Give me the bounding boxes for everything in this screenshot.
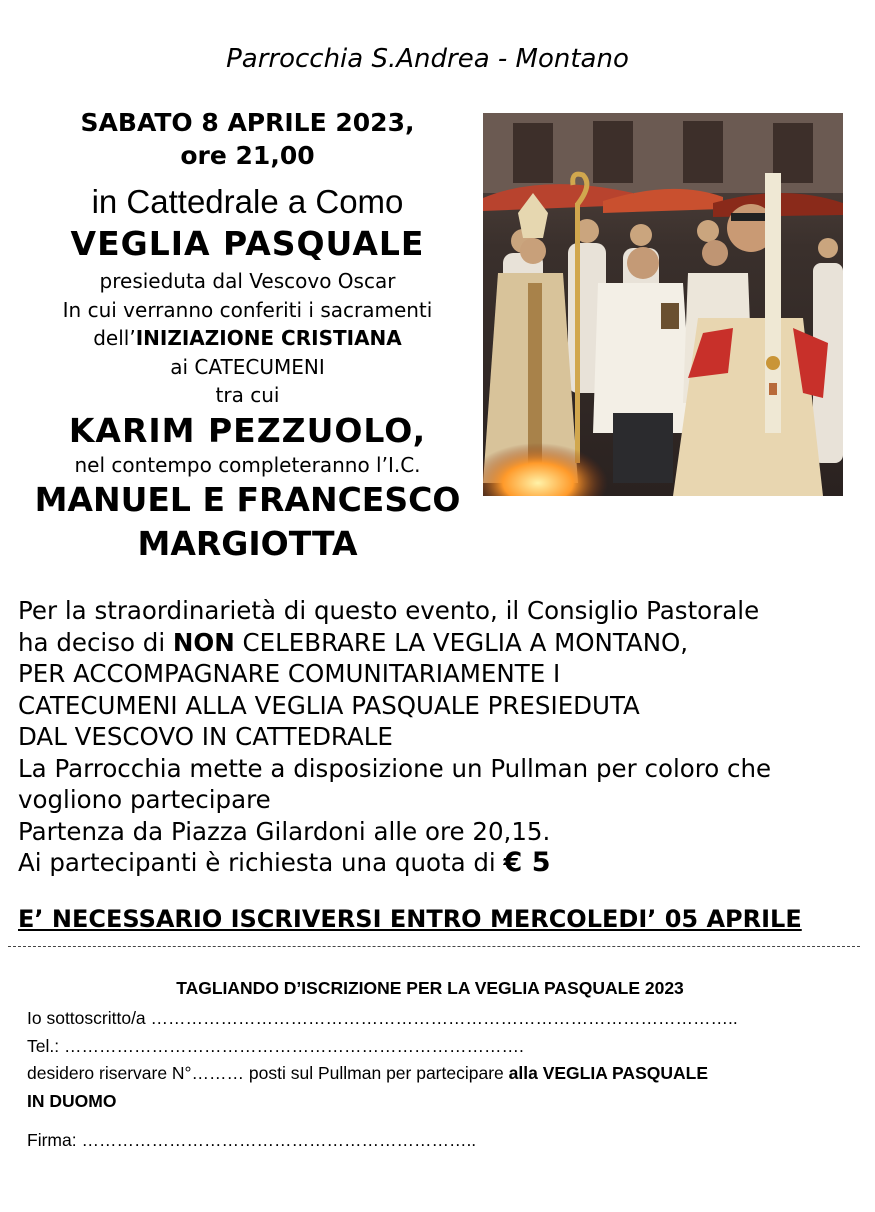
names-manuel-francesco bbox=[15, 478, 480, 566]
among-whom-line: tra cui bbox=[215, 383, 280, 407]
catechumens-line: ai CATECUMENI bbox=[170, 355, 325, 379]
announcement-line: CATECUMENI ALLA VEGLIA PASQUALE PRESIEDUTA bbox=[18, 690, 640, 720]
registration-deadline: E’ NECESSARIO ISCRIVERSI ENTRO MERCOLEDI’ 05 APRILE bbox=[18, 905, 802, 933]
event-time-line: ore 21,00 bbox=[180, 141, 315, 170]
announcement-line: Per la straordinarietà di questo evento, il Consiglio Pastorale bbox=[18, 596, 760, 625]
presided-by: presieduta dal Vescovo Oscar bbox=[99, 269, 396, 293]
name-karim: KARIM PEZZUOLO, bbox=[68, 411, 427, 450]
fee-amount: € 5 bbox=[503, 847, 551, 878]
seats-event: alla VEGLIA PASQUALE bbox=[508, 1063, 708, 1083]
announcement-emphasis: NON bbox=[172, 627, 235, 657]
initiation-prefix: dell’ bbox=[93, 326, 136, 350]
announcement-line: PER ACCOMPAGNARE COMUNITARIAMENTE I bbox=[18, 659, 561, 688]
event-place: in Cattedrale a Como bbox=[91, 183, 404, 220]
announcement-line: DAL VESCOVO IN CATTEDRALE bbox=[18, 722, 393, 751]
initiation-line bbox=[15, 324, 480, 353]
announcement-text: Ai partecipanti è richiesta una quota di bbox=[18, 848, 504, 877]
seats-line bbox=[27, 1063, 708, 1084]
announcement-line bbox=[18, 627, 868, 659]
event-date bbox=[15, 106, 480, 172]
event-title: VEGLIA PASQUALE bbox=[70, 224, 425, 263]
seats-text: desidero riservare N°……… posti sul Pullman per partecipare bbox=[27, 1063, 509, 1083]
seats-location: IN DUOMO bbox=[27, 1091, 117, 1111]
parish-header: Parrocchia S.Andrea - Montano bbox=[226, 44, 629, 74]
announcement-text: CELEBRARE LA VEGLIA A MONTANO, bbox=[234, 627, 689, 657]
sacraments-line: In cui verranno conferiti i sacramenti bbox=[62, 298, 433, 322]
signature-field: Firma: ………………………………………………………….. bbox=[27, 1130, 477, 1150]
event-date-line: SABATO 8 APRILE 2023, bbox=[80, 108, 415, 137]
announcement-text: ha deciso di bbox=[18, 627, 173, 657]
announcement bbox=[18, 595, 868, 879]
coupon-title: TAGLIANDO D’ISCRIZIONE PER LA VEGLIA PASQUALE 2023 bbox=[176, 978, 684, 998]
names-line-2: MARGIOTTA bbox=[137, 524, 358, 563]
cut-line bbox=[8, 946, 860, 947]
procession-photo bbox=[483, 113, 843, 496]
announcement-line: La Parrocchia mette a disposizione un Pullman per coloro che bbox=[18, 753, 772, 783]
announcement-line bbox=[18, 847, 868, 879]
announcement-line: vogliono partecipare bbox=[18, 785, 271, 814]
meanwhile-line: nel contempo completeranno l’I.C. bbox=[74, 453, 421, 477]
phone-field: Tel.: ……………………………………………………………………. bbox=[27, 1036, 524, 1056]
names-line-1: MANUEL E FRANCESCO bbox=[34, 480, 461, 519]
initiation-bold: INIZIAZIONE CRISTIANA bbox=[135, 326, 402, 350]
announcement-line: Partenza da Piazza Gilardoni alle ore 20,15. bbox=[18, 816, 551, 846]
undersigned-field: Io sottoscritto/a ……………………………………………………………………………………….. bbox=[27, 1008, 738, 1028]
